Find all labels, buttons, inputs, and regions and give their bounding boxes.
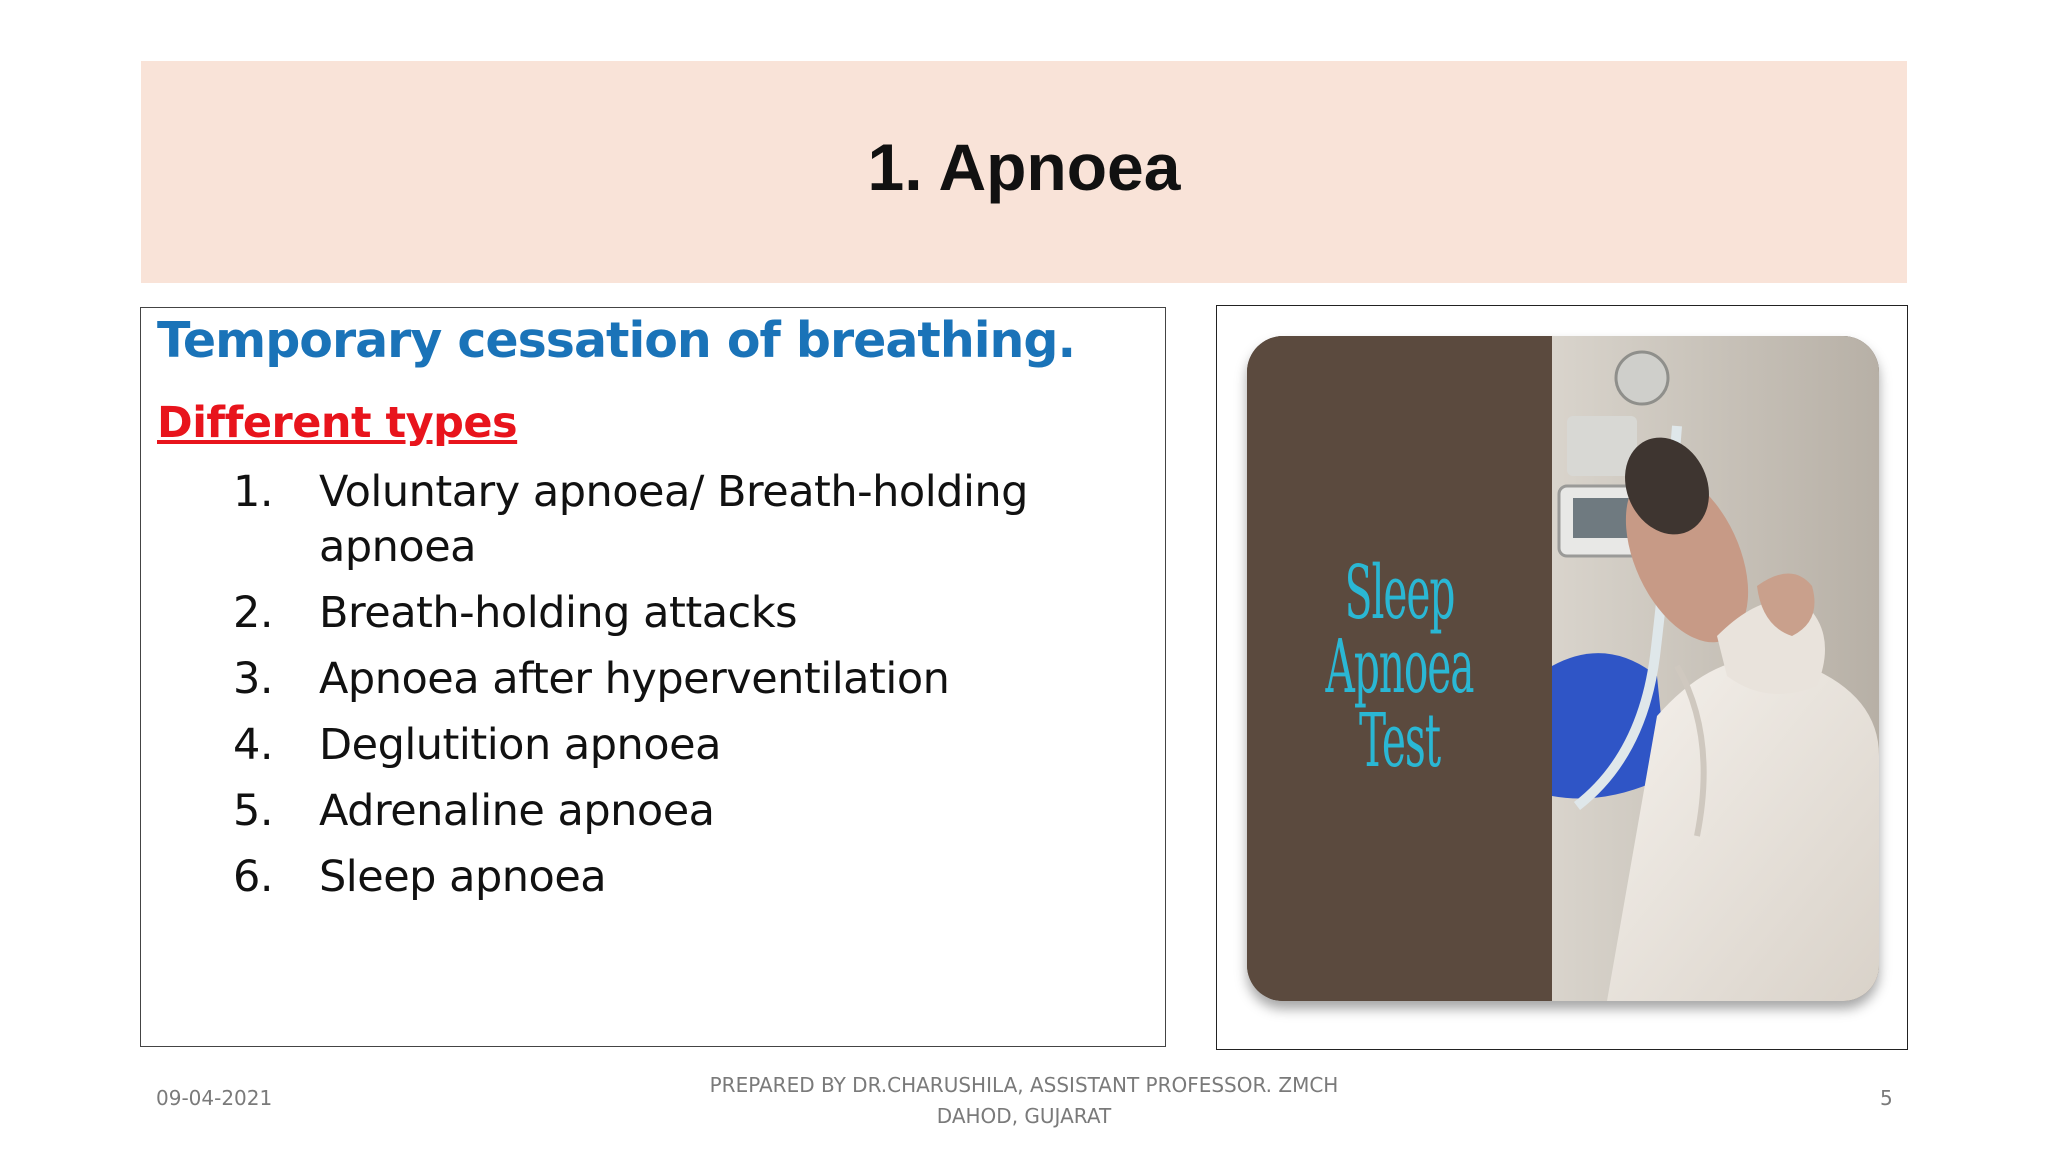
list-item-number: 4. [233,720,274,770]
sleep-apnoea-test-photo [1247,336,1879,1001]
list-item-text: Breath-holding attacks [319,588,797,638]
list-item-number: 2. [233,588,274,638]
title-band [141,61,1907,283]
types-heading: Different types [157,398,518,448]
list-item-number: 3. [233,654,274,704]
list-item-number: 6. [233,852,274,902]
list-item-text: Apnoea after hyperventilation [319,654,950,704]
list-item [233,850,1039,905]
list-item [233,652,1039,707]
photo-caption-line2: Test [1359,698,1440,784]
page-number: 5 [1880,1086,1893,1110]
types-list [233,465,1039,916]
photo-caption [1316,550,1484,784]
list-item [233,718,1039,773]
list-item [233,784,1039,839]
footer-credit-line2: DAHOD, GUJARAT [936,1104,1112,1128]
monitor-screen [1573,498,1633,538]
image-frame [1216,305,1908,1050]
list-item-text: Sleep apnoea [319,852,607,902]
footer-credit-line1: PREPARED BY DR.CHARUSHILA, ASSISTANT PROFESSOR. ZMCH [709,1073,1339,1097]
list-item-text: Adrenaline apnoea [319,786,715,836]
footer-credit [620,1070,1428,1132]
photo-caption-line1: Sleep Apnoea [1325,550,1474,710]
list-item-number: 5. [233,786,274,836]
footer-date: 09-04-2021 [156,1086,273,1110]
equipment-knob [1616,352,1668,404]
slide-title: 1. Apnoea [867,130,1181,204]
list-item-text: Deglutition apnoea [319,720,721,770]
list-item-number: 1. [233,467,274,517]
list-item-text: Voluntary apnoea/ Breath-holding apnoea [319,467,1028,572]
list-item [233,586,1039,641]
list-item [233,465,1039,575]
subtitle: Temporary cessation of breathing. [157,312,1076,369]
content-box [140,307,1166,1047]
